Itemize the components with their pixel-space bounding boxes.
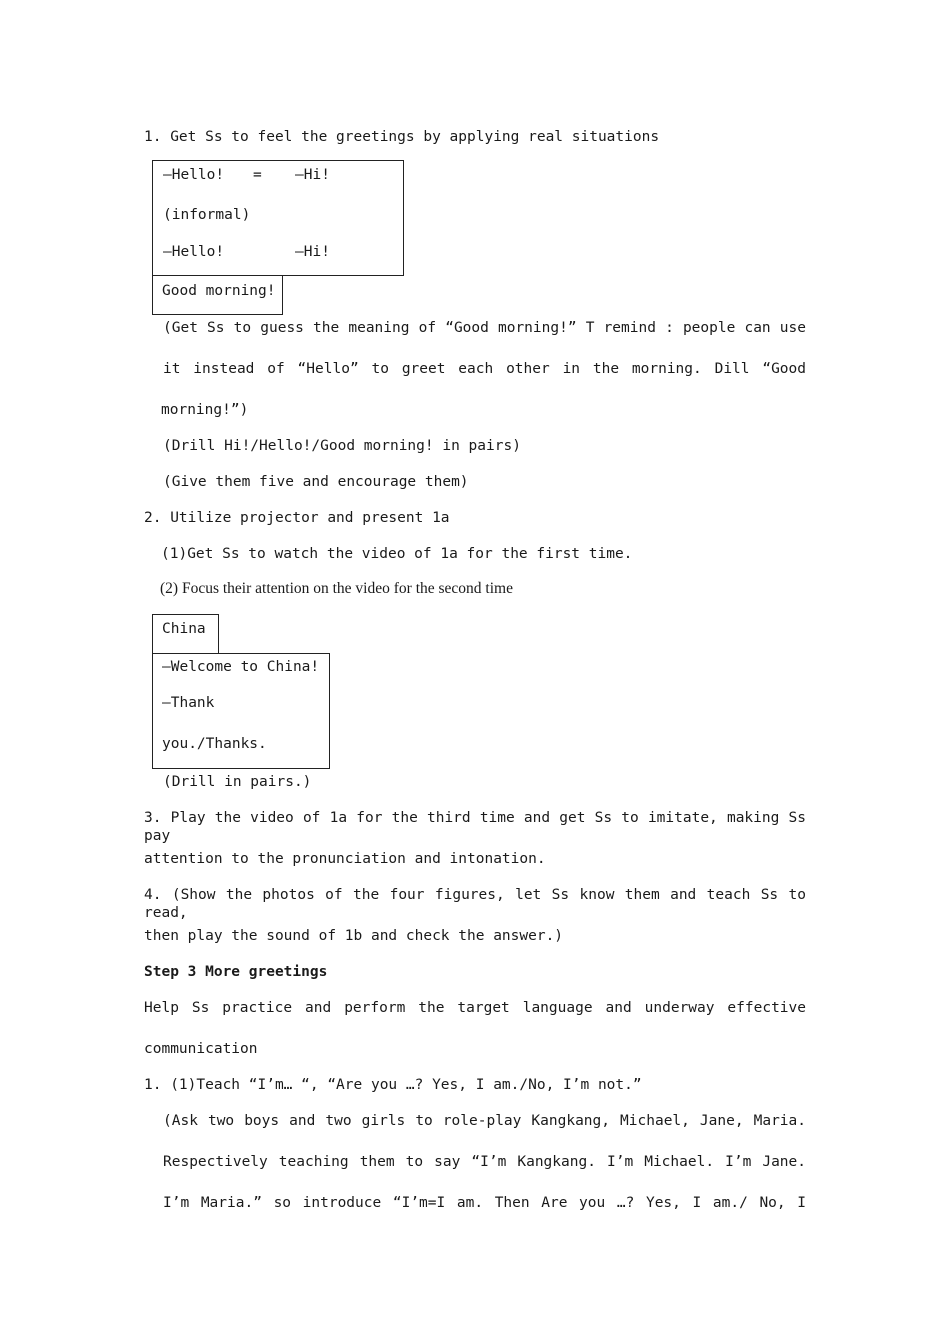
hi-right-2: —Hi! — [295, 244, 330, 260]
role-play-line-3: I’m Maria.” so introduce “I’m=I am. Then Are you …? Yes, I am./ No, I — [163, 1195, 806, 1211]
step3-item1: 1. (1)Teach “I’m… “, “Are you …? Yes, I am./No, I’m not.” — [144, 1077, 642, 1093]
good-morning-box — [152, 275, 283, 315]
role-play-line-1: (Ask two boys and two girls to role-play Kangkang, Michael, Jane, Maria. — [163, 1113, 806, 1129]
step3-heading: Step 3 More greetings — [144, 964, 328, 980]
equals-sign: = — [253, 167, 262, 183]
welcome-box — [152, 653, 330, 769]
section2-sub1: (1)Get Ss to watch the video of 1a for the first time. — [161, 546, 633, 562]
step3-intro-line-2: communication — [144, 1041, 258, 1057]
section3-line-1: 3. Play the video of 1a for the third time and get Ss to imitate, making Ss pay — [144, 810, 806, 844]
section4-line-1: 4. (Show the photos of the four figures, let Ss know them and teach Ss to read, — [144, 887, 806, 921]
hello-left-2: —Hello! — [163, 244, 225, 260]
china-box — [152, 614, 219, 654]
note-line-2: it instead of “Hello” to greet each other in the morning. Dill “Good — [163, 361, 806, 377]
drill-pairs: (Drill in pairs.) — [163, 774, 312, 790]
welcome-line-1: —Welcome to China! — [162, 659, 320, 675]
section4-line-2: then play the sound of 1b and check the answer.) — [144, 928, 564, 944]
section2-sub2: (2) Focus their attention on the video for the second time — [160, 580, 513, 597]
welcome-line-2: —Thank — [162, 695, 215, 711]
section1-heading: 1. Get Ss to feel the greetings by applying real situations — [144, 129, 660, 145]
give-five: (Give them five and encourage them) — [163, 474, 469, 490]
hi-right-1: —Hi! — [295, 167, 330, 183]
drill-greetings: (Drill Hi!/Hello!/Good morning! in pairs) — [163, 438, 521, 454]
note-line-3: morning!”) — [161, 402, 249, 418]
informal-label: (informal) — [163, 207, 251, 223]
china-label: China — [162, 621, 206, 637]
section2-heading: 2. Utilize projector and present 1a — [144, 510, 450, 526]
note-line-1: (Get Ss to guess the meaning of “Good morning!” T remind : people can use — [163, 320, 806, 336]
hello-hi-box — [152, 160, 404, 276]
good-morning-label: Good morning! — [162, 283, 276, 299]
step3-intro-line-1: Help Ss practice and perform the target language and underway effective — [144, 1000, 806, 1016]
hello-left-1: —Hello! — [163, 167, 225, 183]
section3-line-2: attention to the pronunciation and intonation. — [144, 851, 546, 867]
welcome-line-3: you./Thanks. — [162, 736, 267, 752]
role-play-line-2: Respectively teaching them to say “I’m Kangkang. I’m Michael. I’m Jane. — [163, 1154, 806, 1170]
